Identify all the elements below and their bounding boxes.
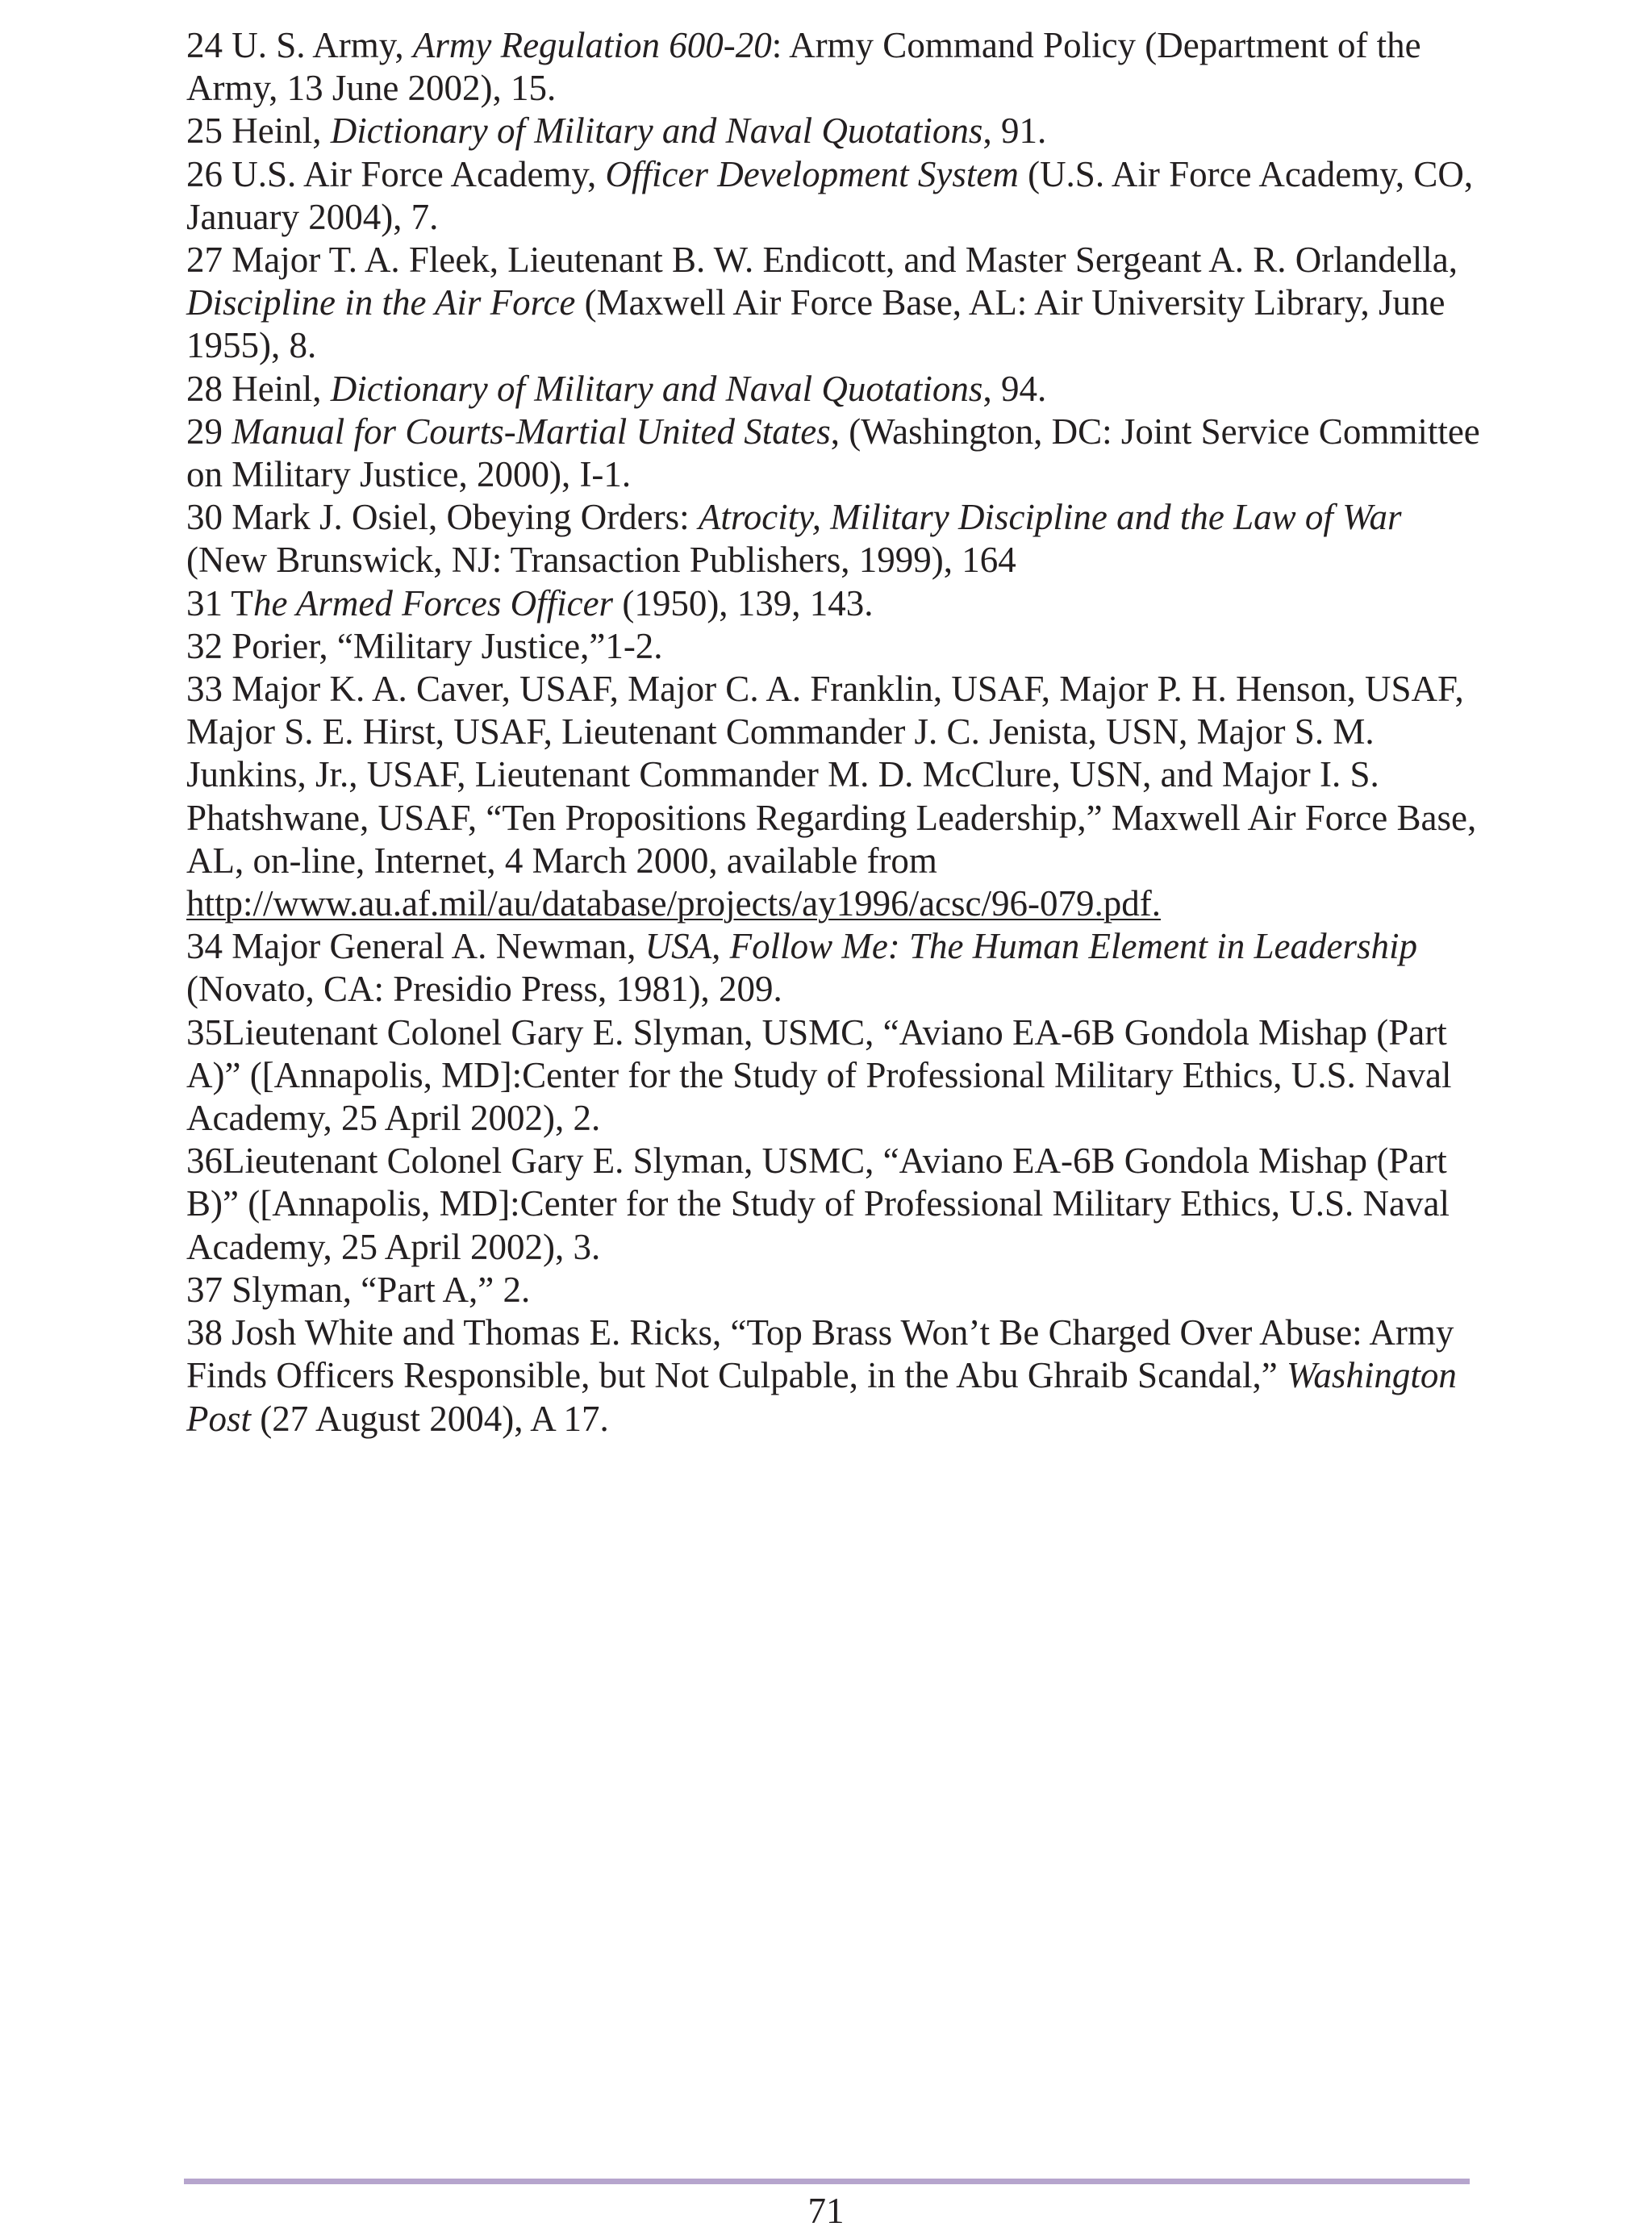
endnotes <box>186 24 1485 1441</box>
endnote <box>186 625 1485 668</box>
endnote <box>186 668 1485 925</box>
endnote-text: 31 T <box>186 582 253 623</box>
endnote-title: Dictionary of Military and Naval Quotations <box>330 111 983 152</box>
endnote <box>186 368 1485 411</box>
endnote-text: 24 U. S. Army, <box>186 25 413 65</box>
endnote <box>186 582 1485 625</box>
endnote-title: Washington Post <box>186 1355 1457 1439</box>
endnote <box>186 1311 1485 1441</box>
endnote-text: 27 Major T. A. Fleek, Lieutenant B. W. Endicott, and Master Sergeant A. R. Orlandella, <box>186 240 1458 281</box>
endnote <box>186 239 1485 368</box>
endnote <box>186 496 1485 582</box>
endnote-text: (Maxwell Air Force Base, AL: Air University Library, June 1955), 8. <box>186 282 1446 366</box>
endnote-text: 26 U.S. Air Force Academy, <box>186 153 606 194</box>
endnote-text: : Army Command Policy (Department of the Army, 13 June 2002), 15. <box>186 25 1421 109</box>
endnote-title: Discipline in the Air Force <box>186 282 576 323</box>
endnote-title: he Armed Forces Officer <box>252 582 614 623</box>
endnote-text: 35Lieutenant Colonel Gary E. Slyman, USMC, “Aviano EA-6B Gondola Mishap (Part A)” ([Annapolis, MD]:Center for the Study of Professional Military Ethics, U.S. Naval Academy, 25 April 2002), 2. <box>186 1011 1452 1139</box>
endnote <box>186 1269 1485 1311</box>
endnote-text: 29 <box>186 411 232 452</box>
endnote-text: 25 Heinl, <box>186 111 331 152</box>
endnote <box>186 110 1485 152</box>
endnote-text: 32 Porier, “Military Justice,”1-2. <box>186 625 663 666</box>
endnote-title: Manual for Courts-Martial United States <box>232 411 831 452</box>
endnote-link[interactable]: http://www.au.af.mil/au/database/projects/ay1996/acsc/96-079.pdf. <box>186 883 1161 924</box>
endnote <box>186 24 1485 110</box>
footer-rule <box>184 2179 1470 2184</box>
page-number: 71 <box>807 2191 845 2231</box>
endnote <box>186 153 1485 239</box>
endnote-text: 30 Mark J. Osiel, Obeying Orders: <box>186 497 699 538</box>
endnote-text: 33 Major K. A. Caver, USAF, Major C. A. Franklin, USAF, Major P. H. Henson, USAF, Major S. E. Hirst, USAF, Lieutenant Commander J. C. Jenista, USN, Major S. M. Junkins, Jr., USAF, Lieutenant Commander M. D. McClure, USN, and Major I. S. Phatshwane, USAF, “Ten Propositions Regarding Leadership,” Maxwell Air Force Base, AL, on-line, Internet, 4 March 2000, available from <box>186 669 1477 881</box>
endnote-text: 36Lieutenant Colonel Gary E. Slyman, USMC, “Aviano EA-6B Gondola Mishap (Part B)” ([Annapolis, MD]:Center for the Study of Professional Military Ethics, U.S. Naval Academy, 25 April 2002), 3. <box>186 1141 1450 1267</box>
endnote-title: Army Regulation 600-20 <box>412 25 772 65</box>
endnote-title: Officer Development System <box>605 153 1019 194</box>
endnote-text: 34 Major General A. Newman, <box>186 926 645 967</box>
endnote-text: , 94. <box>982 368 1047 409</box>
endnote-title: USA, Follow Me: The Human Element in Leadership <box>645 926 1417 967</box>
endnote-title: Atrocity, Military Discipline and the Law of War <box>698 497 1402 538</box>
endnote-text: , 91. <box>982 111 1047 152</box>
endnote-text: (U.S. Air Force Academy, CO, January 2004), 7. <box>186 153 1474 237</box>
endnote-text: (27 August 2004), A 17. <box>251 1398 609 1439</box>
endnote-text: (Novato, CA: Presidio Press, 1981), 209. <box>186 969 782 1010</box>
endnote-text: 28 Heinl, <box>186 368 331 409</box>
endnote <box>186 925 1485 1011</box>
endnote-text: (1950), 139, 143. <box>613 582 874 623</box>
endnote-text: (New Brunswick, NJ: Transaction Publishers, 1999), 164 <box>186 540 1016 581</box>
endnote <box>186 411 1485 496</box>
endnote-text: 38 Josh White and Thomas E. Ricks, “Top Brass Won’t Be Charged Over Abuse: Army Finds Officers Responsible, but Not Culpable, in the Abu Ghraib Scandal,” <box>186 1312 1454 1396</box>
endnote-text: 37 Slyman, “Part A,” 2. <box>186 1269 531 1310</box>
endnote <box>186 1011 1485 1141</box>
endnote-text: , (Washington, DC: Joint Service Committee on Military Justice, 2000), I-1. <box>186 411 1480 495</box>
endnote <box>186 1140 1485 1269</box>
endnote-title: Dictionary of Military and Naval Quotations <box>330 368 983 409</box>
